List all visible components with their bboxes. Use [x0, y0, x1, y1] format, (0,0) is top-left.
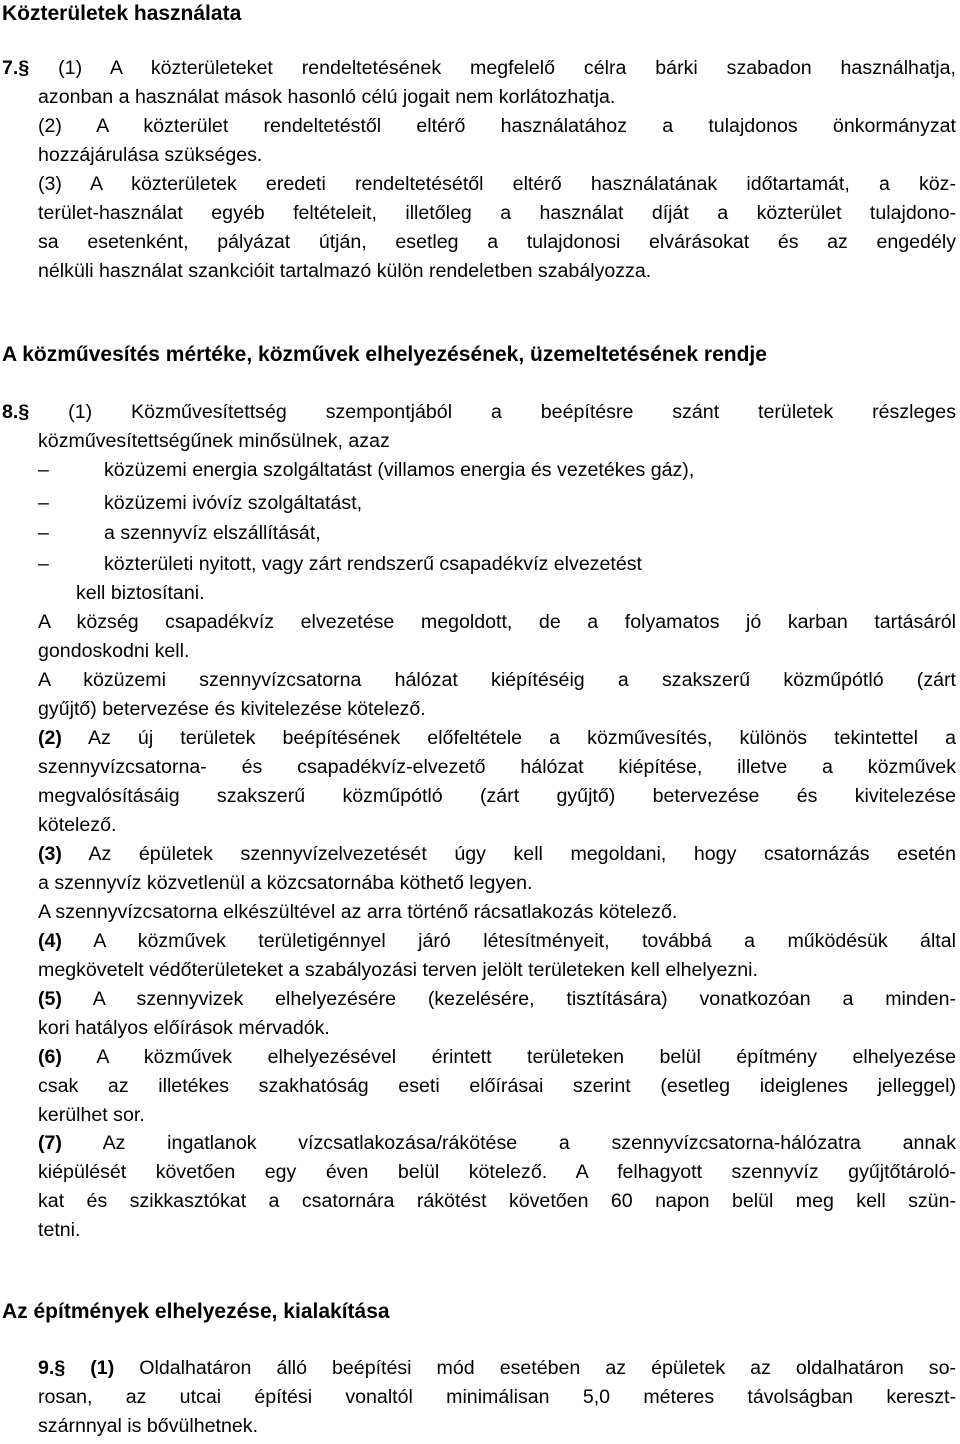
list-item: – közüzemi ivóvíz szolgáltatást,	[38, 489, 362, 518]
paragraph-7-3	[38, 170, 956, 286]
paragraph-line: (5) A szennyvizek elhelyezésére (kezelésére, tisztítására) vonatkozóan a minden-	[38, 988, 956, 1010]
section-heading-kozmuvesites: A közművesítés mértéke, közművek elhelyezésének, üzemeltetésének rendje	[2, 343, 767, 366]
paragraph-line: (3) A közterületek eredeti rendeltetésétől eltérő használatának időtartamát, a köz-	[38, 173, 956, 195]
paragraph-line: kori hatályos előírások mérvadók.	[38, 1017, 330, 1039]
dash-bullet-icon: –	[38, 492, 49, 514]
paragraph-line: (2) Az új területek beépítésének előfeltétele a közművesítés, különös tekintettel a	[38, 727, 956, 749]
list-tail: kell biztosítani.	[76, 582, 205, 604]
paragraph-line: rosan, az utcai építési vonaltól minimálisan 5,0 méteres távolságban kereszt-	[38, 1386, 956, 1408]
paragraph-line: A közüzemi szennyvízcsatorna hálózat kiépítéséig a szakszerű közműpótló (zárt	[38, 669, 956, 691]
paragraph-line: közművesítettségűnek minősülnek, azaz	[38, 430, 390, 452]
paragraph-line: kerülhet sor.	[38, 1104, 145, 1126]
paragraph-8-4	[38, 927, 956, 985]
dash-bullet-icon: –	[38, 522, 49, 544]
paragraph-line: hozzájárulása szükséges.	[38, 144, 263, 166]
paragraph-line: tetni.	[38, 1219, 81, 1241]
paragraph-line: kötelező.	[38, 814, 117, 836]
list-item: – közterületi nyitott, vagy zárt rendszerű csapadékvíz elvezetést	[38, 550, 642, 579]
paragraph-8-5	[38, 985, 956, 1043]
paragraph-line: (7) Az ingatlanok vízcsatlakozása/rákötése a szennyvízcsatorna-hálózatra annak	[38, 1132, 956, 1154]
paragraph-line: megkövetelt védőterületeket a szabályozási terven jelölt területeken kell elhelyezni.	[38, 959, 758, 981]
paragraph-7-1	[2, 54, 956, 112]
paragraph-8-1	[2, 398, 956, 456]
paragraph-8-7	[38, 1129, 956, 1245]
paragraph-line: nélküli használat szankcióit tartalmazó külön rendeletben szabályozza.	[38, 260, 652, 282]
paragraph-line: sa esetenként, pályázat útján, esetleg a tulajdonosi elvárásokat és az engedély	[38, 231, 956, 253]
paragraph-8-szennyviz	[38, 666, 956, 724]
paragraph-8-csapadek	[38, 608, 956, 666]
paragraph-line: gyűjtő) betervezése és kivitelezése kötelező.	[38, 698, 426, 720]
section-heading-epitmenyek: Az építmények elhelyezése, kialakítása	[2, 1300, 390, 1323]
paragraph-line: (6) A közművek elhelyezésével érintett területeken belül építmény elhelyezése	[38, 1046, 956, 1068]
dash-bullet-icon: –	[38, 553, 49, 575]
paragraph-line: azonban a használat mások hasonló célú jogait nem korlátozhatja.	[38, 86, 616, 108]
list-item: – a szennyvíz elszállítását,	[38, 519, 321, 548]
paragraph-line: 7.§ (1) A közterületeket rendeltetésének megfelelő célra bárki szabadon használhatja,	[2, 57, 956, 79]
paragraph-line: A szennyvízcsatorna elkészültével az arra történő rácsatlakozás kötelező.	[38, 901, 678, 923]
list-item: – közüzemi energia szolgáltatást (villamos energia és vezetékes gáz),	[38, 456, 694, 485]
paragraph-line: szárnnyal is bővülhetnek.	[38, 1415, 259, 1437]
paragraph-line: 8.§ (1) Közművesítettség szempontjából a beépítésre szánt területek részleges	[2, 401, 956, 423]
paragraph-7-2	[38, 112, 956, 170]
paragraph-line: csak az illetékes szakhatóság eseti előírásai szerint (esetleg ideiglenes jelleggel)	[38, 1075, 956, 1097]
dash-bullet-icon: –	[38, 459, 49, 481]
paragraph-8-2	[38, 724, 956, 840]
section-heading-kozteruletek: Közterületek használata	[2, 2, 242, 25]
paragraph-line: a szennyvíz közvetlenül a közcsatornába köthető legyen.	[38, 872, 533, 894]
paragraph-line: terület-használat egyéb feltételeit, illetőleg a használat díját a közterület tulajdono-	[38, 202, 956, 224]
paragraph-line: megvalósításáig szakszerű közműpótló (zárt gyűjtő) betervezése és kivitelezése	[38, 785, 956, 807]
paragraph-9-1	[38, 1354, 956, 1441]
paragraph-line: (2) A közterület rendeltetéstől eltérő használatához a tulajdonos önkormányzat	[38, 115, 956, 137]
paragraph-8-3	[38, 840, 956, 927]
paragraph-line: (4) A közművek területigénnyel járó létesítményeit, továbbá a működésük által	[38, 930, 956, 952]
paragraph-line: kiépülését követően egy éven belül kötelező. A felhagyott szennyvíz gyűjtőtároló-	[38, 1161, 956, 1183]
paragraph-line: (3) Az épületek szennyvízelvezetését úgy kell megoldani, hogy csatornázás esetén	[38, 843, 956, 865]
paragraph-8-6	[38, 1043, 956, 1130]
paragraph-line: gondoskodni kell.	[38, 640, 190, 662]
paragraph-line: kat és szikkasztókat a csatornára rákötést követően 60 napon belül meg kell szün-	[38, 1190, 956, 1212]
paragraph-line: 9.§ (1) Oldalhatáron álló beépítési mód esetében az épületek az oldalhatáron so-	[38, 1357, 956, 1379]
paragraph-line: szennyvízcsatorna- és csapadékvíz-elvezető hálózat kiépítése, illetve a közművek	[38, 756, 956, 778]
paragraph-line: A község csapadékvíz elvezetése megoldott, de a folyamatos jó karban tartásáról	[38, 611, 956, 633]
